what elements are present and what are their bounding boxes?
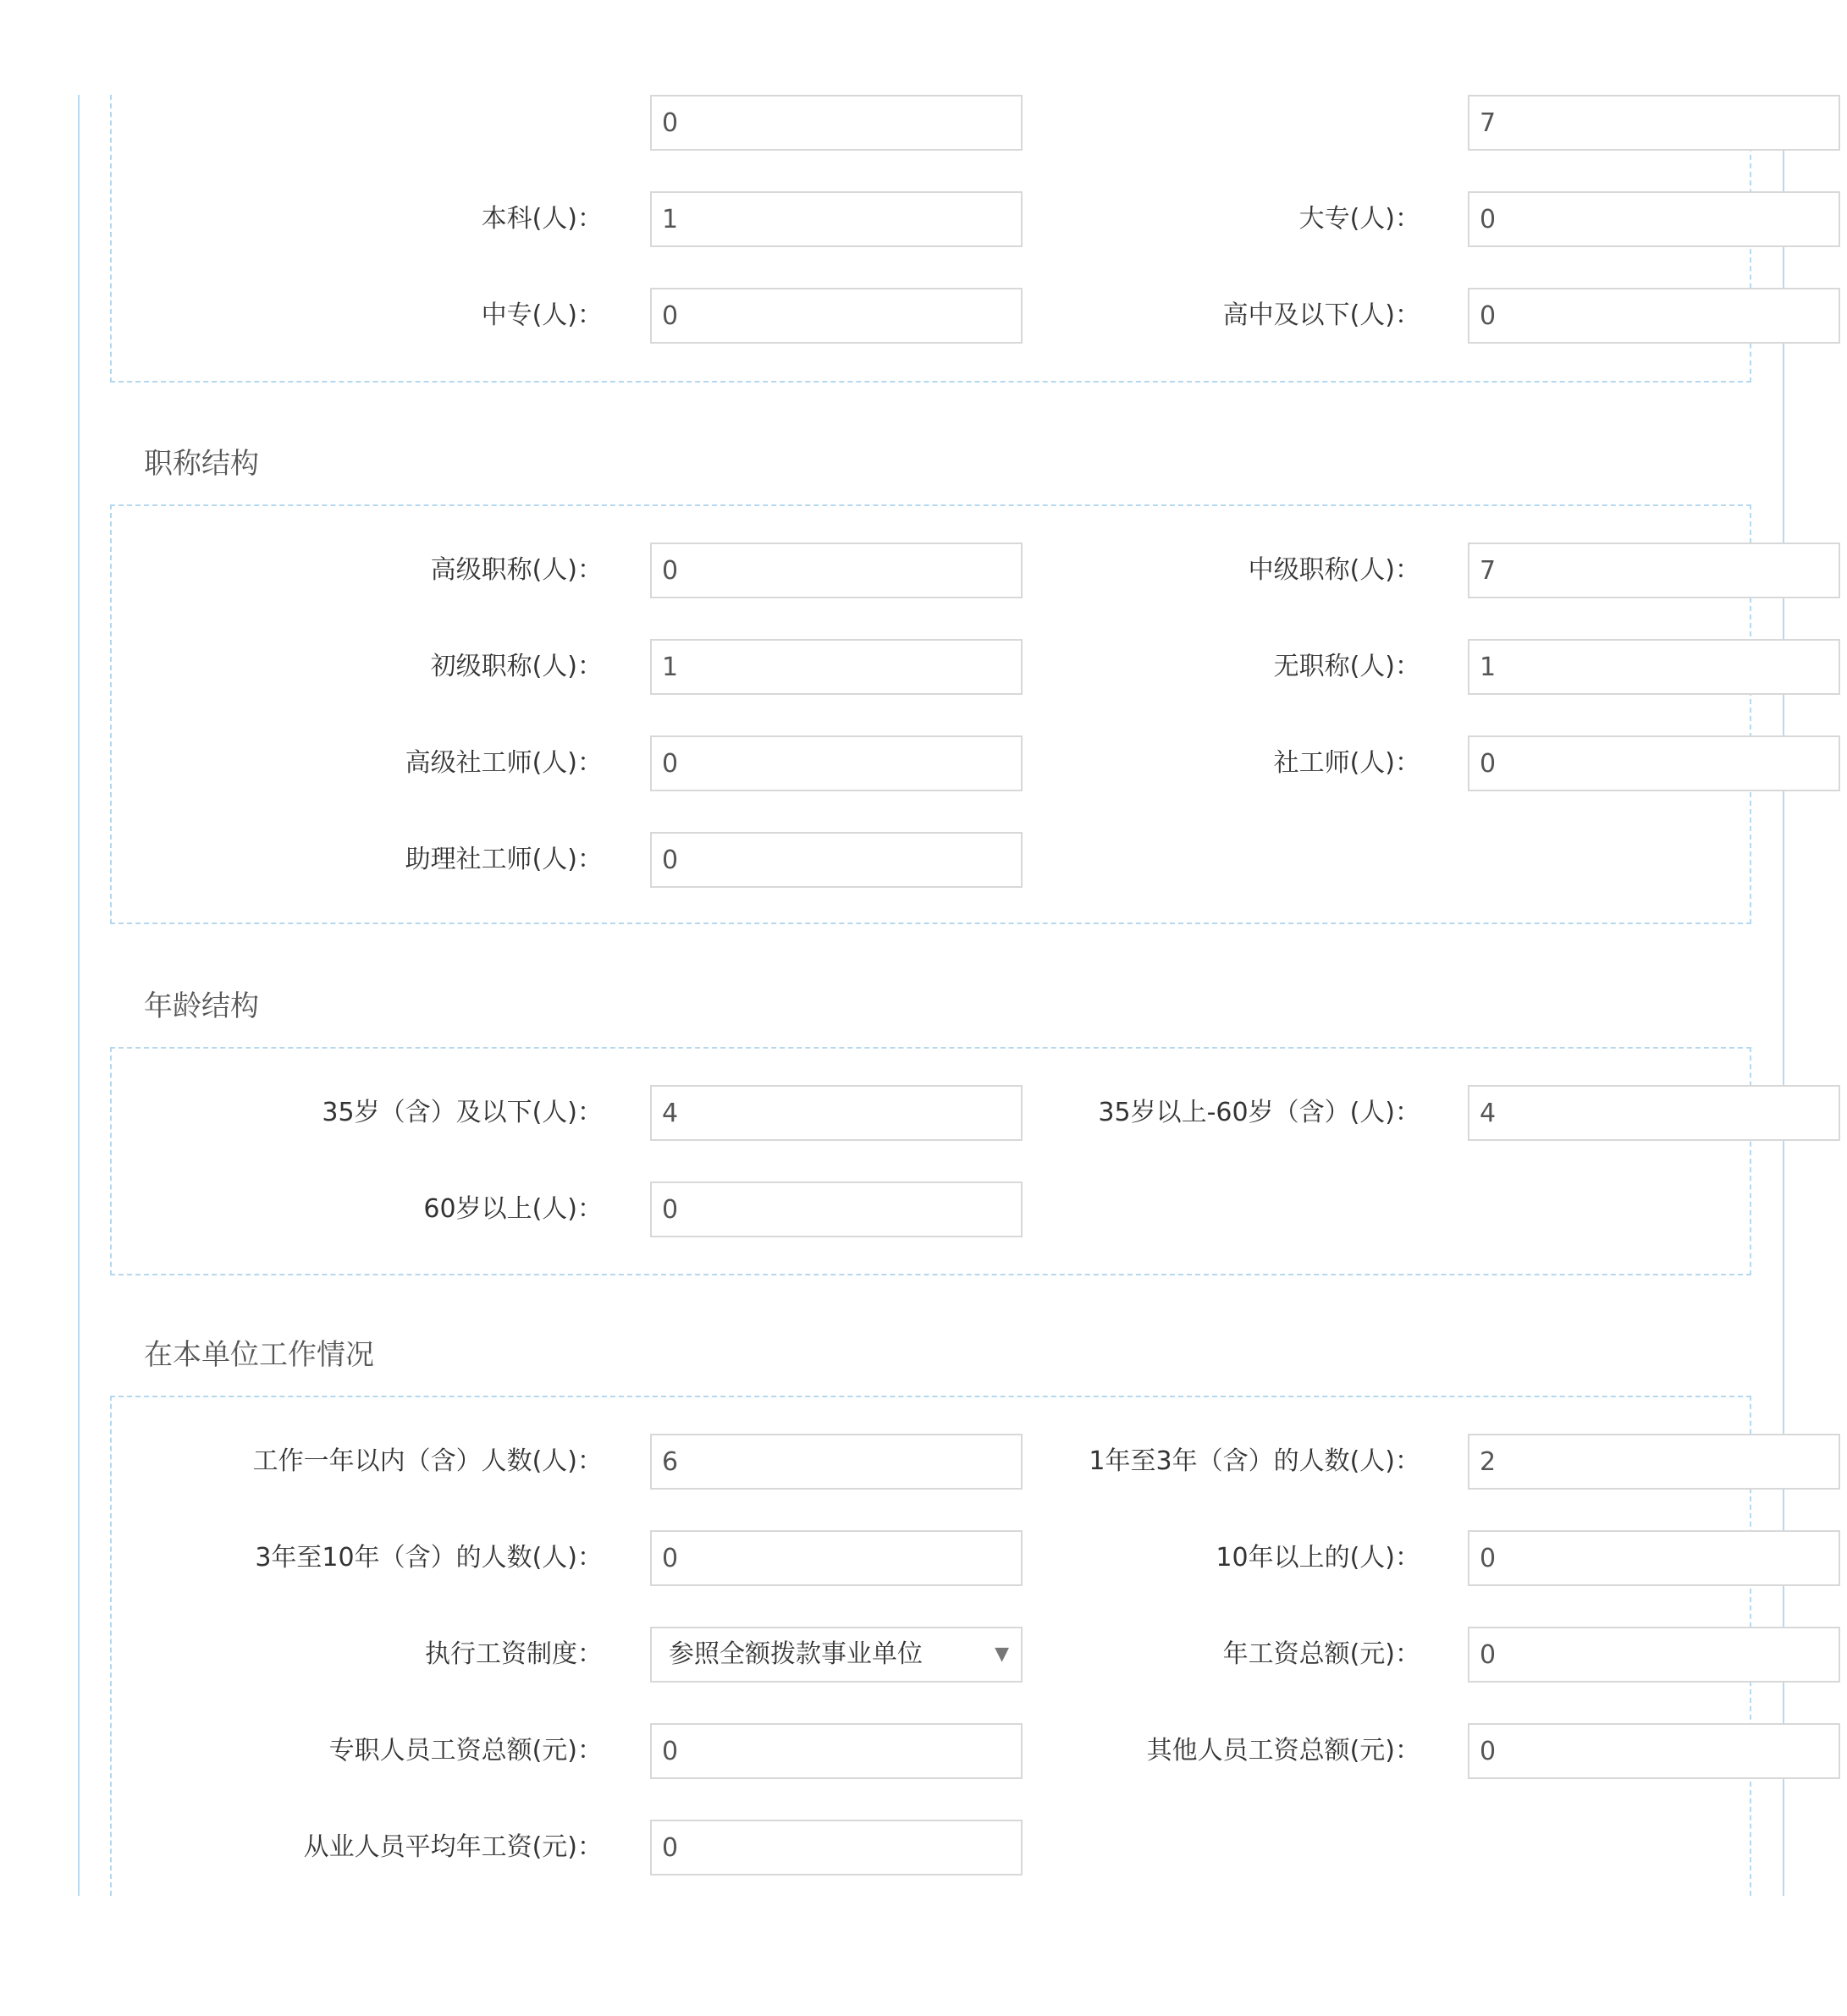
no-title-input[interactable] xyxy=(1468,639,1840,695)
education-field-1-input[interactable] xyxy=(650,95,1023,151)
education-section xyxy=(110,95,1751,383)
work-1-3-years-label: 1年至3年（含）的人数(人)： xyxy=(1089,1446,1420,1476)
work-1-3-years-input[interactable] xyxy=(1468,1434,1840,1490)
social-worker-input[interactable] xyxy=(1468,735,1840,791)
intermediate-title-input[interactable] xyxy=(1468,543,1840,598)
education-field-2-input[interactable] xyxy=(1468,95,1840,151)
assistant-social-worker-label: 助理社工师(人)： xyxy=(405,845,603,874)
title-structure-heading: 职称结构 xyxy=(144,447,259,481)
work-over-10-years-input[interactable] xyxy=(1468,1530,1840,1586)
intermediate-title-label: 中级职称(人)： xyxy=(1248,555,1420,585)
average-salary-input[interactable] xyxy=(650,1820,1023,1876)
senior-title-label: 高级职称(人)： xyxy=(430,555,603,585)
age-35-60-input[interactable] xyxy=(1468,1085,1840,1141)
work-3-10-years-label: 3年至10年（含）的人数(人)： xyxy=(255,1543,603,1573)
assistant-social-worker-input[interactable] xyxy=(650,832,1023,888)
age-structure-heading: 年龄结构 xyxy=(144,989,259,1023)
junior-college-label: 大专(人)： xyxy=(1298,204,1420,234)
annual-salary-total-input[interactable] xyxy=(1468,1627,1840,1683)
other-salary-total-input[interactable] xyxy=(1468,1723,1840,1779)
work-status-heading: 在本单位工作情况 xyxy=(144,1338,374,1372)
chevron-down-icon: ▼ xyxy=(995,1644,1009,1665)
salary-system-value: 参照全额拨款事业单位 xyxy=(669,1639,923,1669)
no-title-label: 无职称(人)： xyxy=(1273,652,1420,681)
age-structure-section xyxy=(110,1047,1751,1275)
work-over-10-years-label: 10年以上的(人)： xyxy=(1216,1543,1420,1573)
work-under-1-year-label: 工作一年以内（含）人数(人)： xyxy=(252,1446,603,1476)
junior-college-input[interactable] xyxy=(1468,191,1840,247)
high-school-below-input[interactable] xyxy=(1468,288,1840,344)
high-school-below-label: 高中及以下(人)： xyxy=(1222,300,1420,330)
age-35-60-label: 35岁以上-60岁（含）(人)： xyxy=(1098,1098,1420,1127)
average-salary-label: 从业人员平均年工资(元)： xyxy=(303,1832,603,1862)
technical-secondary-label: 中专(人)： xyxy=(481,300,603,330)
work-status-section xyxy=(110,1396,1751,1896)
fulltime-salary-total-label: 专职人员工资总额(元)： xyxy=(328,1736,603,1765)
junior-title-label: 初级职称(人)： xyxy=(430,652,603,681)
bachelor-label: 本科(人)： xyxy=(481,204,603,234)
age-35-below-label: 35岁（含）及以下(人)： xyxy=(322,1098,603,1127)
senior-social-worker-label: 高级社工师(人)： xyxy=(405,748,603,778)
annual-salary-total-label: 年工资总额(元)： xyxy=(1222,1639,1420,1669)
other-salary-total-label: 其他人员工资总额(元)： xyxy=(1146,1736,1420,1765)
salary-system-label: 执行工资制度： xyxy=(425,1639,603,1669)
age-60-above-label: 60岁以上(人)： xyxy=(423,1194,603,1224)
title-structure-section xyxy=(110,504,1751,924)
age-60-above-input[interactable] xyxy=(650,1182,1023,1237)
social-worker-label: 社工师(人)： xyxy=(1273,748,1420,778)
